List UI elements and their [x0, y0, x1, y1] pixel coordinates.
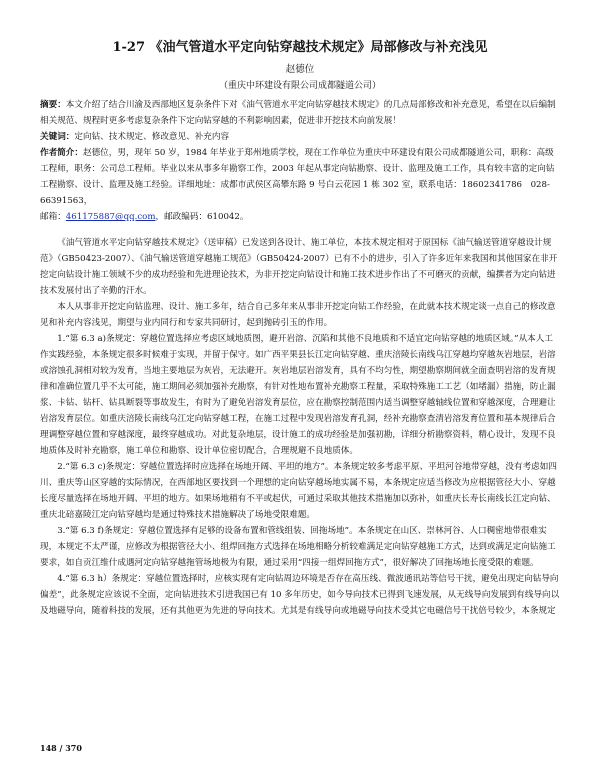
keywords-text: 定向钻、技术规定、修改意见、补充内容: [74, 132, 230, 142]
body-paragraph: 4.“第 6.3 h）条规定：穿越位置选择时，应核实现有定向钻周边环境是否存在高压线、微波通讯站等信号干扰，避免出现定向钻导向偏差”，此条规定应该说不全面，定向钻进技术引进我国已有 10 多年历史，如今导向技术已得到飞速发展，从无线导向发展到有线导向以及地磁导向，随着科技的发展，还有其他更为先进的导向技术。尤其是有线导向或地磁导向技术受其它电磁信号干扰倍号较少，本条规定: [40, 574, 560, 616]
email-label: 邮箱：: [40, 212, 66, 222]
body-paragraph: 2.“第 6.3 c)条规定：穿越位置选择时应选择在场地开阔、平坦的地方”。本条规定较多考虑平原、平坦河谷地带穿越，没有考虑如四川、重庆等山区穿越的实际情况，在西部地区要找到一个理想的定向钻穿越场地实属不易，本条规定应适当修改为应根据管径大小、穿越长度尽量选择在场地开阔、平坦的地方。如果场地稍有不平或起伏，可通过采取其他技术措施加以弥补，如重庆长寿长南线长江定向钻、重庆北碚嘉陵江定向钻穿越均是通过特殊技术措施解决了场地受限难题。: [40, 462, 557, 520]
article-body: [40, 235, 560, 619]
body-paragraph: 《油气管道水平定向钻穿越技术规定》（送审稿）已发送到各设计、施工单位，本技术规定相对于原国标《油气输送管道穿越设计规范》（GB50423-2007）、《油气输送管道穿越施工规范》（GB50424-2007）已有不小的进步，引入了许多近年来我国和其他国家在非开挖定向钻设计施工领域不少的成功经验和先进理论技术，为非开挖定向钻设计和施工技术进步作出了不可磨灭的贡献，编撰者为定向钻进技术发展付出了辛勤的汗水。: [40, 238, 558, 296]
email-link[interactable]: 461175887@qq.com: [65, 212, 156, 222]
contact-line: [40, 209, 560, 225]
body-paragraph: 1.“第 6.3 a)条规定：穿越位置选择应考虑区域地质图，避开岩溶、沉陷和其他不良地质和不适宜定向钻穿越的地质区域。”从本人工作实践经验，本条规定很多时候难于实现，并留于保守。如广西平果县长江定向钻穿越、重庆涪陵长南线乌江穿越均穿越灰岩地层，岩溶或溶蚀孔洞相对较为发育，当地主要地层为灰岩，无法避开。灰岩地层岩溶发育，具有不均匀性，期望勘察期间就全面查明岩溶的发育规律和准确位置几乎不太可能，施工期间必须加强补充勘察，有针对性地布置补充勘察工程量，采取特殊施工工艺（如堵漏）措施，防止漏浆、卡钻、钻杆、钻具断裂等事故发生，有时为了避免岩溶发育层位，应在勘察控制范围内适当调整穿越轴线位置和穿越深度，合理避让岩溶发育层位。如重庆涪陵长南线乌江定向钻穿越工程，在施工过程中发现岩溶发育孔洞，经补充勘察查清岩溶发育位置和基本规律后合理调整穿越位置和穿越深度，最终穿越成功。对此复杂地层，设计施工的成功经验是加强初勘，详细分析勘察资料，精心设计，发现不良地质体及时补充勘察，施工单位和勘察、设计单位密切配合，合理规避不良地质体。: [40, 334, 556, 456]
bio-label: 作者简介：: [40, 148, 83, 158]
front-matter: [40, 97, 560, 225]
abstract: [40, 97, 560, 129]
abstract-text: 本文介绍了结合川渝及西部地区复杂条件下对《油气管道水平定向钻穿越技术规定》的几点局部修改和补充意见，希望在以后编制相关规范、规程时更多考虑复杂条件下定向钻穿越的不利影响因素，促进非开挖技术向前发展！: [40, 100, 556, 126]
page-number: 148 / 370: [40, 743, 82, 753]
bio-text: 赵德位，男，现年 50 岁，1984 年毕业于郑州地质学校，现在工作单位为重庆中环建设有限公司成都隧道公司，职称：高级工程师，职务：公司总工程师。毕业以来从事多年勘察工作，2003 年起从事定向钻勘察、设计、监理及施工工作，具有较丰富的定向钻工程勘察、设计、监理及施工经验。详细地址：成都市武侯区高攀东路 9 号白云花园 1 栋 302 室，联系电话：18602341786 028-66391563，: [40, 148, 555, 206]
paper-title: 1-27 《油气管道水平定向钻穿越技术规定》局部修改与补充浅见: [112, 40, 488, 55]
abstract-label: 摘要：: [40, 100, 66, 110]
keywords-label: 关键词：: [40, 132, 75, 142]
body-paragraph: 本人从事非开挖定向钻监理、设计、施工多年，结合自己多年来从事非开挖定向钻工作经验，在此就本技术规定谈一点自己的修改意见和补充内容浅见，期望与业内同行和专家共同研讨，起到抛砖引玉的作用。: [40, 302, 556, 328]
author-affiliation: （重庆中环建设有限公司成都隧道公司）: [218, 81, 381, 91]
postcode-text: ，邮政编码：610042。: [155, 212, 249, 222]
body-paragraph: 3.“第 6.3 f)条规定：穿越位置选择有足够的设备布置和管线组装、回拖场地”。本条规定在山区、崇林河谷、人口稠密地带很难实现，本规定不太严谨，应修改为根据管径大小、组焊回拖方式选择在场地相略分析较难满足定向钻穿越施工方式，达到或满足定向钻施工要求，如自贡江维什成遇河定向钻穿越拖管场地极为有限，通过采用“四接一组焊回拖方式”，很好解决了回拖场地长度受限的难题。: [40, 526, 556, 568]
author-name: 赵德位: [285, 64, 315, 75]
keywords: [40, 129, 560, 145]
author-bio: [40, 145, 560, 209]
